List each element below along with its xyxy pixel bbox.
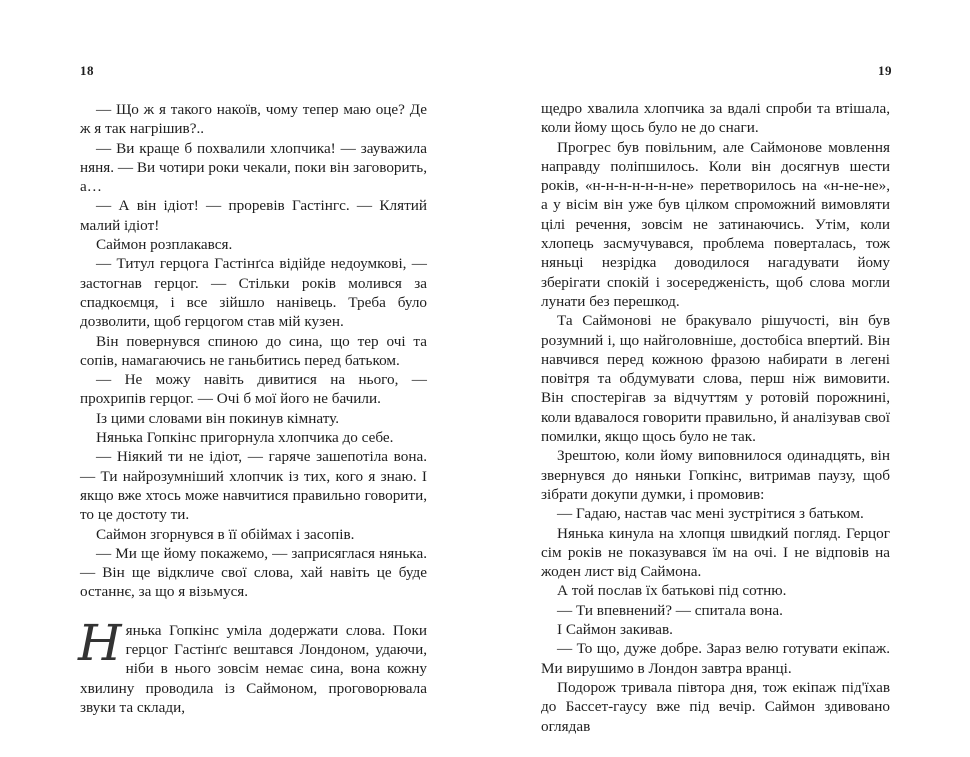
- paragraph: — Ніякий ти не ідіот, — гаряче зашепотіла вона. — Ти найрозумніший хлопчик із тих, кого я знаю. І якщо вже хтось може навчитися правильно говорити, то це достоту ти.: [80, 448, 427, 524]
- paragraph: — Ви краще б похвалили хлопчика! — зауважила няня. — Ви чотири роки чекали, поки він заговорить, а…: [80, 139, 427, 196]
- section-opening-paragraph: [78, 613, 427, 717]
- paragraph-continuation: щедро хвалила хлопчика за вдалі спроби та втішала, коли йому щось було не до снаги.: [541, 100, 890, 137]
- paragraph: Він повернувся спиною до сина, що тер очі та сопів, намагаючись не ганьбитись перед батьком.: [80, 332, 427, 369]
- paragraph: — А він ідіот! — проревів Гастінгс. — Клятий малий ідіот!: [80, 197, 427, 234]
- paragraph: — То що, дуже добре. Зараз велю готувати екіпаж. Ми вирушимо в Лондон завтра вранці.: [541, 640, 890, 677]
- paragraph: Нянька кинула на хлопця швидкий погляд. Герцог сім років не показувався їм на очі. І не відповів на жоден лист від Саймона.: [541, 524, 890, 581]
- paragraph: А той послав їх батькові під сотню.: [557, 582, 787, 600]
- paragraph: — Ми ще йому покажемо, — заприсяглася нянька. — Він ще відкличе свої слова, хай навіть це буде останнє, за що я візьмуся.: [80, 544, 427, 601]
- paragraph: Зрештою, коли йому виповнилося одинадцять, він звернувся до няньки Гопкінс, витримав паузу, щоб зібрати докупи думки, і промовив:: [541, 447, 890, 503]
- paragraph: — Що ж я такого накоїв, чому тепер маю оце? Де ж я так нагрішив?..: [80, 101, 427, 138]
- paragraph: Прогрес був повільним, але Саймонове мовлення направду поліпшилось. Коли він досягнув шести років, «н-н-н-н-н-н-не» перетворилось на «н-не-не», а у вісім він уже був цілком спроможний вимовляти цілі речення, зовсім не затинаючись. Утім, коли хлопець засмучувався, проблема поверталась, тож няньці незрідка доводилося нагадувати йому зберігати спокій і зосередженість, щоб слова могли лунати без перешкод.: [541, 138, 890, 310]
- left-page-number: 18: [80, 63, 94, 78]
- paragraph: Саймон згорнувся в її обіймах і засопів.: [96, 525, 355, 543]
- drop-cap-letter: Н: [78, 613, 122, 672]
- paragraph: — Ти впевнений? — спитала вона.: [557, 601, 783, 619]
- section-opening-text: янька Гопкінс уміла додержати слова. Поки герцог Гастінґс вештався Лондоном, удаючи, ніби в нього зовсім немає сина, вона кожну хвилину проводила із Саймоном, проговорювала звуки та склади,: [80, 621, 427, 716]
- paragraph: — Гадаю, настав час мені зустрітися з батьком.: [557, 505, 864, 523]
- right-page-number: 19: [878, 63, 892, 78]
- right-page-text: [541, 99, 890, 736]
- paragraph: — Титул герцога Гастінґса відійде недоумкові, — застогнав герцог. — Стільки років молився за спадкоємця, і все зійшло нанівець. Треба було дозволити, щоб герцогом став мій кузен.: [80, 255, 427, 331]
- paragraph: — Не можу навіть дивитися на нього, — прохрипів герцог. — Очі б мої його не бачили.: [80, 371, 427, 408]
- paragraph: Саймон розплакався.: [96, 236, 233, 254]
- paragraph: І Саймон закивав.: [557, 621, 673, 639]
- paragraph: Та Саймонові не бракувало рішучості, він був розумний і, що найголовніше, достобіса впертий. Він навчився перед кожною фразою набирати в легені повітря та обдумувати слова, перш ніж вимовити. Він спостерігав за відчуттям у ротовій порожнині, коли вдавалося говорити правильно, й аналізував свої помилки, якщо щось було не так.: [541, 312, 890, 446]
- section-break: [80, 602, 427, 621]
- paragraph: Із цими словами він покинув кімнату.: [96, 409, 340, 427]
- paragraph: Нянька Гопкінс пригорнула хлопчика до себе.: [96, 429, 394, 447]
- left-page-text: [80, 100, 427, 717]
- paragraph: Подорож тривала півтора дня, тож екіпаж під'їхав до Бассет-гаусу вже під вечір. Саймон здивовано оглядав: [541, 678, 890, 735]
